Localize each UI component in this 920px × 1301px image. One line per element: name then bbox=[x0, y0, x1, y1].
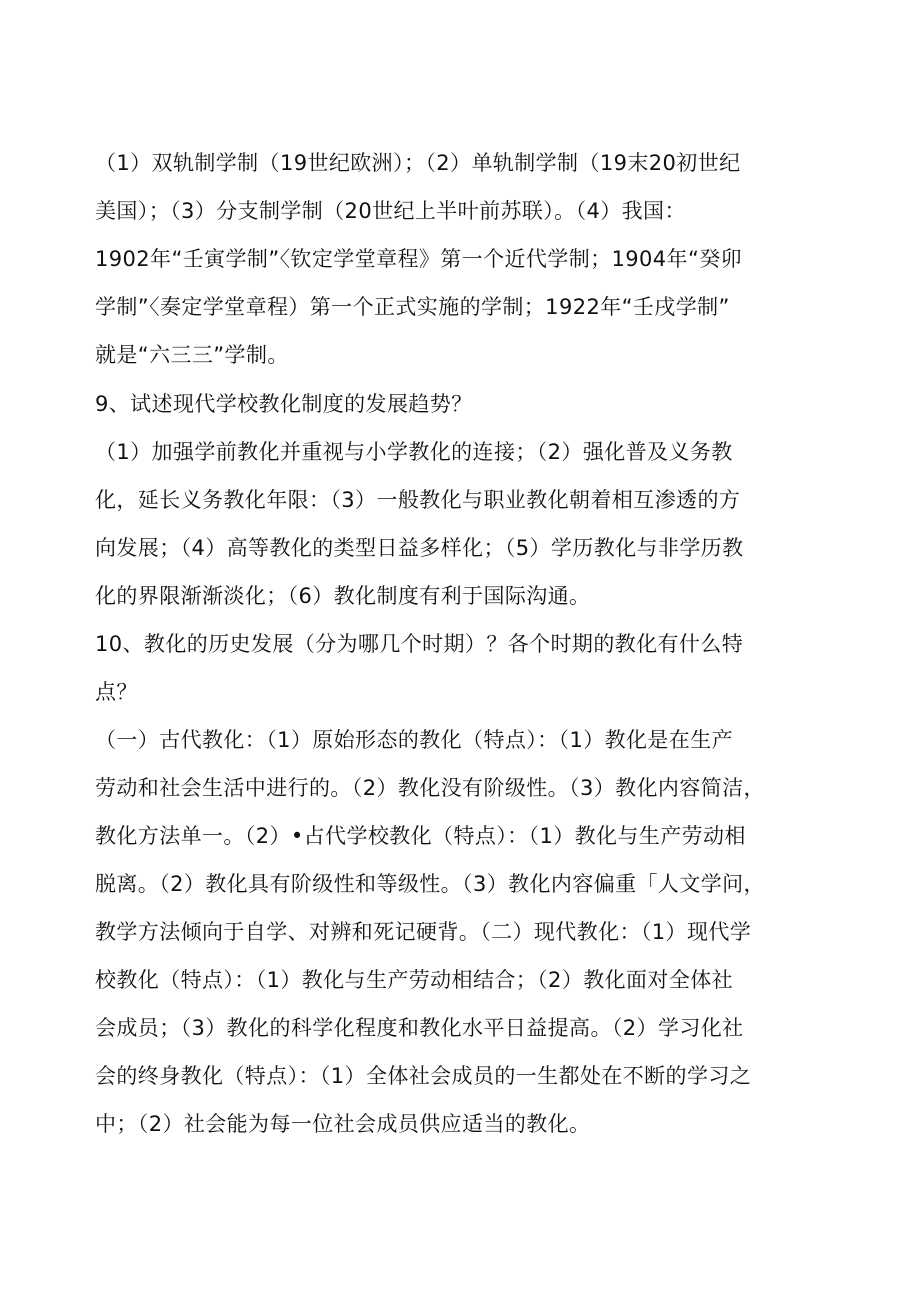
text-line: 会成员；（3）教化的科学化程度和教化水平日益提高。（2）学习化社 bbox=[95, 1016, 744, 1040]
text-line: 向发展；（4）高等教化的类型日益多样化；（5）学历教化与非学历教 bbox=[95, 536, 744, 560]
text-line: 教化方法单一。（2）•占代学校教化（特点）：（1）教化与生产劳动相 bbox=[95, 824, 746, 848]
text-line: 教学方法倾向于自学、对辨和死记硬背。（二）现代教化：（1）现代学 bbox=[95, 920, 752, 944]
text-line: 校教化（特点）：（1）教化与生产劳动相结合；（2）教化面对全体社 bbox=[95, 968, 734, 992]
question-heading: 9、试述现代学校教化制度的发展趋势？ bbox=[95, 392, 473, 416]
text-line: 就是“六三三”学制。 bbox=[95, 343, 289, 367]
text-line: 化的界限渐渐淡化；（6）教化制度有利于国际沟通。 bbox=[95, 584, 591, 608]
text-line: 劳动和社会生活中进行的。（2）教化没有阶级性。（3）教化内容简洁， bbox=[95, 776, 765, 800]
text-line: 学制”〈奏定学堂章程）第一个正式实施的学制；1922年“壬戌学制” bbox=[95, 295, 730, 319]
text-line: （1）加强学前教化并重视与小学教化的连接；（2）强化普及义务教 bbox=[95, 440, 733, 464]
text-line: 脱离。（2）教化具有阶级性和等级性。（3）教化内容偏重「人文学问， bbox=[95, 872, 765, 896]
text-line: 美国）；（3）分支制学制（20世纪上半叶前苏联）。（4）我国： bbox=[95, 199, 686, 223]
question-heading: 10、教化的历史发展（分为哪几个时期）？各个时期的教化有什么特 bbox=[95, 632, 744, 656]
text-line: 会的终身教化（特点）：（1）全体社会成员的一生都处在不断的学习之 bbox=[95, 1064, 752, 1088]
text-line: 中；（2）社会能为每一位社会成员供应适当的教化。 bbox=[95, 1112, 591, 1136]
text-line: 1902年“壬寅学制”〈钦定学堂章程》第一个近代学制；1904年“癸卯 bbox=[95, 247, 743, 271]
text-line: 化，延长义务教化年限：（3）一般教化与职业教化朝着相互渗透的方 bbox=[95, 488, 741, 512]
text-line: （一）古代教化：（1）原始形态的教化（特点）：（1）教化是在生产 bbox=[95, 728, 734, 752]
text-line: （1）双轨制学制（19世纪欧洲）；（2）单轨制学制（19末20初世纪 bbox=[95, 151, 741, 175]
question-heading: 点？ bbox=[95, 680, 138, 704]
